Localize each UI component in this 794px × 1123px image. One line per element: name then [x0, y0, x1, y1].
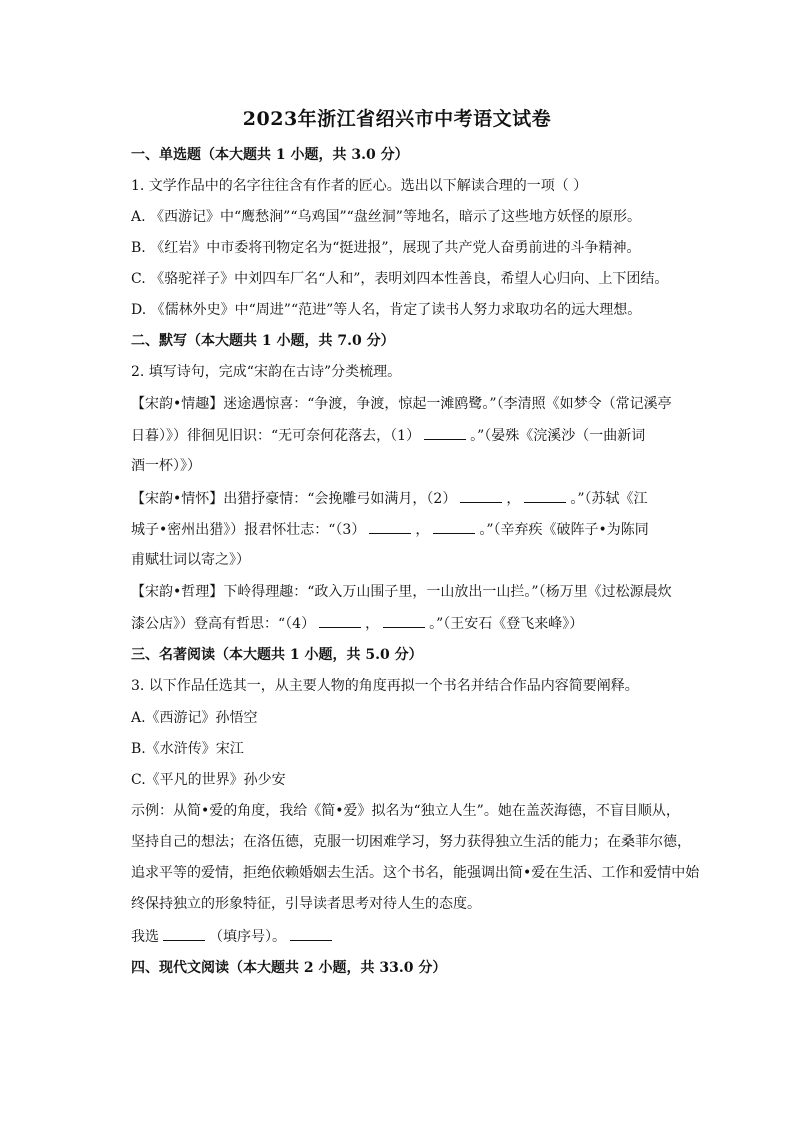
question-1-option-d: D. 《儒林外史》中“周进”“范进”等人名，肯定了读书人努力求取功名的远大理想。 — [131, 302, 642, 318]
fill-blank-title[interactable] — [290, 926, 332, 941]
q2-part2-line1 — [131, 488, 711, 509]
question-1-stem: 1. 文学作品中的名字往往含有作者的匠心。选出以下解读合理的一项（ ） — [131, 178, 588, 194]
q2-part3-text-before: 城子•密州出猎》）报君怀壮志：“（3） — [131, 522, 366, 538]
section-heading-1: 一、单选题（本大题共 1 小题，共 3.0 分） — [131, 147, 409, 163]
q2-part1-line1: 【宋韵•情趣】迷途遇惊喜：“争渡，争渡，惊起一滩鸥鹭。”（李清照《如梦令（常记溪亭 — [131, 396, 672, 412]
q2-part2-line2 — [131, 519, 711, 540]
q2-part4-text-after: 。”（王安石《登飞来峰》） — [429, 616, 584, 632]
question-3-answer-line — [131, 926, 711, 947]
q2-part1-line3: 酒一杯）》） — [131, 458, 201, 474]
q2-part2-comma: ， — [506, 491, 521, 507]
fill-blank-4b[interactable] — [383, 613, 425, 628]
fill-blank-3b[interactable] — [433, 519, 475, 534]
q2-part3-line2 — [131, 613, 711, 634]
q2-part3-line1: 【宋韵•哲理】下岭得理趣：“政入万山围子里，一山放出一山拦。”（杨万里《过松源晨炊 — [131, 584, 672, 600]
q2-part4-comma: ， — [365, 616, 380, 632]
question-3-example-line3: 追求平等的爱情，拒绝依赖婚姻去生活。这个书名，能强调出简•爱在生活、工作和爱情中始 — [131, 865, 700, 881]
q2-part1-line2 — [131, 425, 711, 446]
question-3-option-c: C.《平凡的世界》孙少安 — [131, 772, 286, 788]
q3-answer-middle: （填序号）。 — [209, 929, 286, 945]
fill-blank-2b[interactable] — [524, 488, 566, 503]
q2-part2-text-before: 【宋韵•情怀】出猎抒豪情：“会挽雕弓如满月，（2） — [131, 491, 457, 507]
question-1-option-c: C. 《骆驼祥子》中刘四车厂名“人和”，表明刘四本性善良，希望人心归向、上下团结。 — [131, 271, 669, 287]
question-3-example-line1: 示例：从简•爱的角度，我给《简•爱》拟名为“独立人生”。她在盖茨海德，不盲目顺从， — [131, 803, 680, 819]
fill-blank-choice[interactable] — [163, 926, 205, 941]
fill-blank-4a[interactable] — [319, 613, 361, 628]
question-2-stem: 2. 填写诗句，完成“宋韵在古诗”分类梳理。 — [131, 364, 402, 380]
q2-part1-text-before: 日暮）》）徘徊见旧识：“无可奈何花落去，（1） — [131, 428, 421, 444]
question-3-example-line2: 坚持自己的想法；在洛伍德，克服一切困难学习，努力获得独立生活的能力；在桑菲尔德， — [131, 834, 691, 850]
q2-part3-comma: ， — [415, 522, 430, 538]
question-3-example-line4: 终保持独立的形象特征，引导读者思考对待人生的态度。 — [131, 896, 481, 912]
question-3-option-b: B.《水浒传》宋江 — [131, 741, 244, 757]
question-3-option-a: A.《西游记》孙悟空 — [131, 710, 258, 726]
question-3-stem: 3. 以下作品任选其一，从主要人物的角度再拟一个书名并结合作品内容简要阐释。 — [131, 678, 639, 694]
fill-blank-3a[interactable] — [369, 519, 411, 534]
page-title: 2023年浙江省绍兴市中考语文试卷 — [242, 108, 552, 130]
q2-part1-text-after: 。”（晏殊《浣溪沙（一曲新词 — [470, 428, 646, 444]
q3-answer-prefix: 我选 — [131, 929, 159, 945]
q2-part4-text-before: 漆公店》）登高有哲思：“（4） — [131, 616, 316, 632]
section-heading-4: 四、现代文阅读（本大题共 2 小题，共 33.0 分） — [131, 960, 447, 976]
q2-part3-text-after: 。”（辛弃疾《破阵子•为陈同 — [479, 522, 649, 538]
q2-part2-text-after: 。”（苏轼《江 — [570, 491, 648, 507]
fill-blank-2a[interactable] — [460, 488, 502, 503]
section-heading-3: 三、名著阅读（本大题共 1 小题，共 5.0 分） — [131, 647, 423, 663]
question-1-option-a: A. 《西游记》中“鹰愁涧”“乌鸡国”“盘丝洞”等地名，暗示了这些地方妖怪的原形。 — [131, 209, 641, 225]
question-1-option-b: B. 《红岩》中市委将刊物定名为“挺进报”，展现了共产党人奋勇前进的斗争精神。 — [131, 240, 641, 256]
q2-part2-line3: 甫赋壮词以寄之》） — [131, 552, 250, 568]
section-heading-2: 二、默写（本大题共 1 小题，共 7.0 分） — [131, 333, 395, 349]
fill-blank-1[interactable] — [424, 425, 466, 440]
